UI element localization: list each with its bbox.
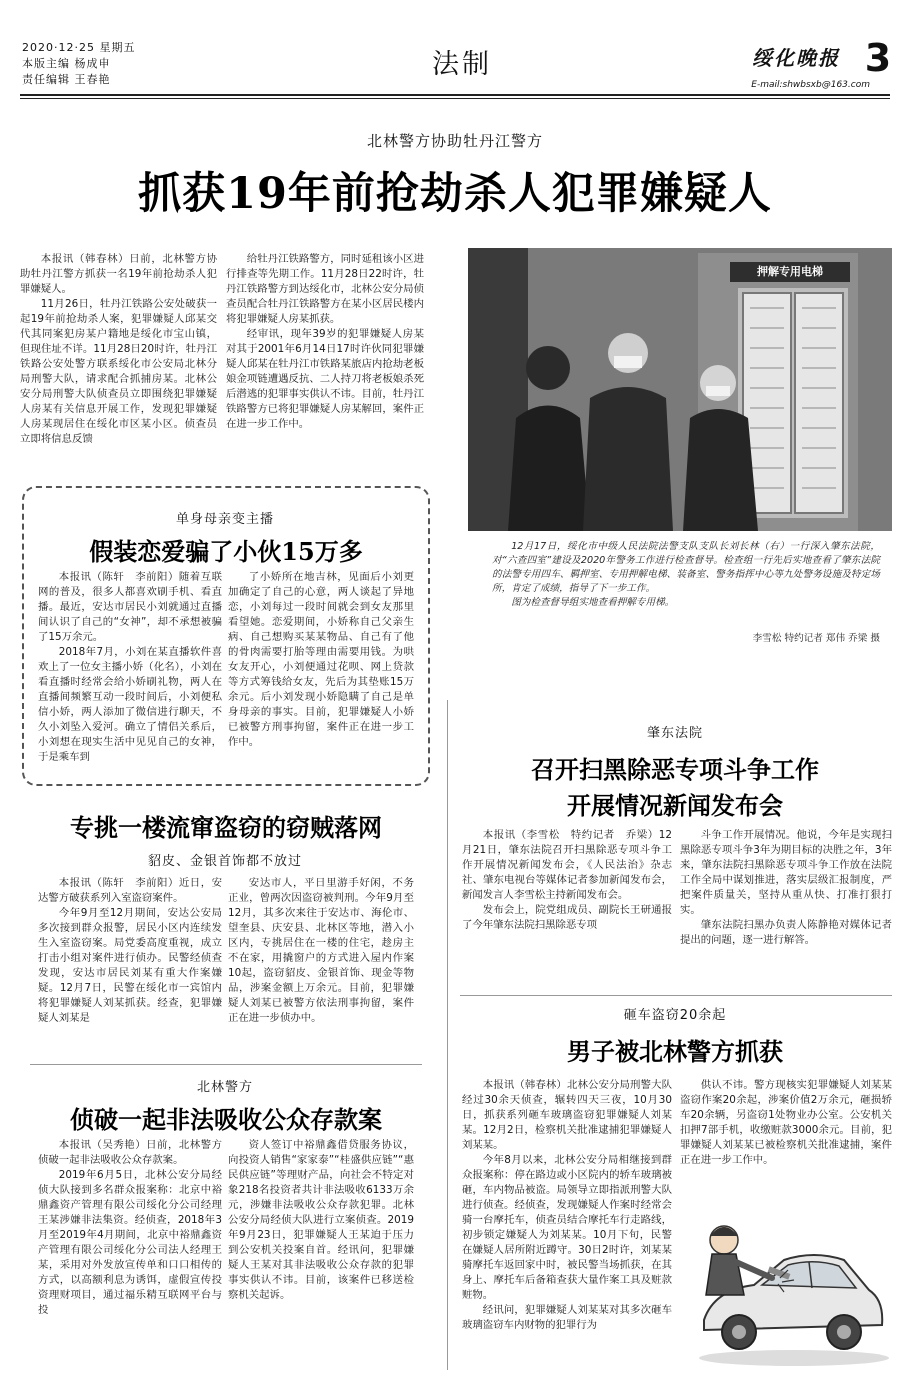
box-column-2	[228, 570, 414, 780]
car-column-2	[680, 1078, 892, 1198]
paragraph: 本报讯（韩春林）北林公安分局刑警大队经过30余天侦查，辗转四天三夜，10月30日，抓获系列砸车玻璃盗窃犯罪嫌疑人刘某某。12月2日，检察机关批准逮捕犯罪嫌疑人刘某某。	[462, 1079, 672, 1151]
car-thief-illustration	[684, 1200, 892, 1370]
news-photo	[468, 248, 892, 531]
paragraph: 资人签订中裕鼎鑫借贷服务协议，向投资人销售“家家泰”“桂盛供应链”“惠民供应链”等理财产品，向社会不特定对象218名投资者共计非法吸收6133万余元，涉嫌非法吸收公众存款犯罪。北林公安分局经侦大队进行立案侦查。2019年9月23日，犯罪嫌疑人王某迫于压力到公安机关投案自首。经讯问，犯罪嫌疑人王某对其非法吸收公众存款的犯罪事实供认不讳。目前，该案件已移送检察机关起诉。	[228, 1139, 414, 1301]
lead-headline: 抓获19年前抢劫杀人犯罪嫌疑人	[138, 169, 772, 219]
fund-column-1	[38, 1138, 222, 1360]
paragraph: 发布会上，院党组成员、副院长王研通报了今年肇东法院扫黑除恶专项	[462, 904, 672, 931]
paragraph: 斗争工作开展情况。他说，今年是实现扫黑除恶专项斗争3年为期目标的决胜之年，3年来，肇东法院扫黑除恶专项斗争工作放在法院工作全局中谋划推进，落实层级汇报制度，严把案件质量关，坚持从重从快、打准打狠打实。	[680, 829, 892, 916]
lead-column-2	[226, 252, 424, 474]
paragraph: 供认不讳。警方现核实犯罪嫌疑人刘某某盗窃作案20余起，涉案价值2万余元，砸损轿车20余辆，另盗窃1处物业办公室。公安机关扣押7部手机，收缴赃款3000余元。目前，犯罪嫌疑人刘某某已被检察机关批准逮捕，案件正在进一步工作中。	[680, 1079, 892, 1166]
court-headline-line-2: 开展情况新闻发布会	[567, 791, 783, 820]
photo-caption	[492, 540, 880, 628]
paragraph: 安达市人，平日里游手好闲，不务正业，曾两次因盗窃被判刑。今年9月至12月，其多次来往于安达市、海伦市、望奎县、庆安县、北林区等地，潜入小区内，专挑居住在一楼的住宅，趁房主不在家，用撬窗户的方式进入屋内作案10起，盗窃貂皮、金银首饰、现金等物品，涉案金额上万余元。目前，犯罪嫌疑人刘某已被警方依法刑事拘留，案件正在进一步侦办中。	[228, 877, 414, 1024]
paragraph: 今年9月至12月期间，安达公安局多次接到群众报警，居民小区内连续发生入室盗窃案。局党委高度重视，成立打击小组对案件进行侦办。民警经侦查发现，安达市居民刘某有重大作案嫌疑。12月7日，民警在绥化市一宾馆内将犯罪嫌疑人刘某抓获。经查，犯罪嫌疑人刘某是	[38, 907, 222, 1024]
header-rule	[20, 94, 890, 96]
photo-credit: 李雪松 特约记者 郑伟 乔梁 摄	[752, 633, 880, 644]
lead-column-1	[20, 252, 217, 474]
column-divider	[447, 700, 448, 1370]
chief-editor: 本版主编 杨成申	[22, 57, 111, 70]
paragraph: 给牡丹江铁路警方，同时延租该小区进行排查等先期工作。11月28日22时许，牡丹江铁路警方到达绥化市，北林公安分局侦查员配合牡丹江铁路警方在某小区居民楼内将犯罪嫌疑人房某抓获。	[226, 253, 424, 325]
paragraph: 本报讯（李雪松 特约记者 乔梁）12月21日，肇东法院召开扫黑除恶专项斗争工作开展情况新闻发布会，《人民法治》杂志社、肇东电视台等媒体记者参加新闻发布会，新闻发言人李雪松主持新闻发布会。	[462, 829, 672, 901]
car-thief-icon	[684, 1200, 892, 1370]
section-title: 法制	[432, 49, 492, 80]
court-column-1	[462, 828, 672, 958]
paragraph: 经讯问，犯罪嫌疑人刘某某对其多次砸车玻璃盗窃车内财物的犯罪行为	[462, 1304, 672, 1331]
box-headline: 假装恋爱骗了小伙15万多	[89, 537, 363, 566]
caption-subtext: 图为检查督导组实地查看押解专用梯。	[511, 597, 675, 608]
issue-date: 2020·12·25 星期五	[22, 41, 136, 54]
duty-editor: 责任编辑 王春艳	[22, 73, 111, 86]
paragraph: 经审讯，现年39岁的犯罪嫌疑人房某对其于2001年6月14日17时许伙同犯罪嫌疑人邱某在牡丹江市铁路某旅店内抢劫老板娘金项链遭遇反抗、二人持刀将老板娘杀死后潜逃的犯罪事实供认不讳。目前，牡丹江铁路警方已将犯罪嫌疑人房某解回，案件正在进一步工作中。	[226, 328, 424, 430]
paragraph: 2018年7月，小刘在某直播软件喜欢上了一位女主播小娇（化名），小刘在看直播时经常会给小娇刷礼物，两人在直播间频繁互动一段时间后，小刘便私信小娇，两人添加了微信进行聊天，不久小刘坠入爱河。确立了情侣关系后，小刘想在现实生活中见见自己的女神，于是乘车到	[38, 646, 222, 763]
page-number: 3	[864, 36, 892, 80]
photo-illustration	[468, 248, 892, 531]
paragraph: 本报讯（韩春林）日前，北林警方协助牡丹江警方抓获一名19年前抢劫杀人犯罪嫌疑人。	[20, 253, 217, 295]
court-headline-line-1: 召开扫黑除恶专项斗争工作	[531, 755, 819, 784]
story-divider	[460, 995, 892, 996]
fund-column-2	[228, 1138, 414, 1360]
paragraph: 今年8月以来，北林公安分局相继接到群众报案称：停在路边或小区院内的轿车玻璃被砸，车内物品被盗。局领导立即指派刑警大队进行侦查。经侦查，发现嫌疑人作案时经常会骑一台摩托车，侦查员结合摩托车行走路线，初步锁定嫌疑人为刘某某。10月下旬，民警在嫌疑人居所附近蹲守。30日2时许，刘某某骑摩托车返回家中时，被民警当场抓获，在其身上、摩托车后备箱查获大量作案工具及赃款赃物。	[462, 1154, 672, 1301]
paragraph: 本报讯（陈轩 李前阳）随着互联网的普及，很多人都喜欢刷手机、看直播。最近，安达市居民小刘就通过直播间认识了自己的“女神”，却不承想被骗了15万余元。	[38, 571, 222, 643]
car-kicker: 砸车盗窃20余起	[623, 1008, 727, 1023]
fund-kicker: 北林警方	[196, 1080, 253, 1095]
paragraph: 11月26日，牡丹江铁路公安处破获一起19年前抢劫杀人案，犯罪嫌疑人邱某交代其同案犯房某户籍地是绥化市宝山镇，但现住址不详。11月28日20时许，牡丹江铁路公安处警方联系绥化市公安局北林分局刑警大队，请求配合抓捕房某。北林公安分局刑警大队侦查员立即围绕犯罪嫌疑人房某有关信息开展工作，发现犯罪嫌疑人房某现居住在绥化市区某小区。侦查员立即将信息反馈	[20, 298, 217, 445]
header-rule-thin	[20, 98, 890, 99]
box-column-1	[38, 570, 222, 780]
paragraph: 2019年6月5日，北林公安分局经侦大队接到多名群众报案称：北京中裕鼎鑫资产管理有限公司绥化分公司经理王某涉嫌非法集资。经侦查，2018年3月至2019年4月期间，北京中裕鼎鑫资产管理有限公司绥化分公司法人经理王某，采用对外发放宣传单和口口相传的方式，以高额利息为诱饵，虚假宣传投资理财项目，通过福乐精互联网平台与投	[38, 1169, 222, 1316]
paragraph: 本报讯（陈轩 李前阳）近日，安达警方破获系列入室盗窃案件。	[38, 877, 222, 904]
fund-headline: 侦破一起非法吸收公众存款案	[70, 1105, 382, 1134]
lead-kicker: 北林警方协助牡丹江警方	[366, 132, 543, 150]
caption-text: 12月17日，绥化市中级人民法院法警支队支队长刘长林（右）一行深入肇东法院，对“六查四室”建设及2020年警务工作进行检查督导。检查组一行先后实地查看了肇东法院的法警专用四车、羁押室、专用押解电梯、装备室、警务指挥中心等九处警务设施及特定场所，肯定了成绩，指导了下一步工作。	[492, 541, 880, 594]
theft-column-1	[38, 876, 222, 1051]
theft-column-2	[228, 876, 414, 1051]
paragraph: 了小娇所在地吉林，见面后小刘更加确定了自己的心意，两人谈起了异地恋，小刘每过一段时间就会到女友那里看望她。恋爱期间，小娇称自己父亲生病、自己想购买某某物品、自己有了他的骨肉需要打胎等理由需要用钱。为哄女友开心，小刘便通过花呗、网上贷款等方式筹钱给女友，先后为其垫账15万余元。后小刘发现小娇隐瞒了自己是单身母亲的事实。目前，犯罪嫌疑人小娇已被警方刑事拘留，案件正在进一步工作中。	[228, 571, 414, 748]
court-kicker: 肇东法院	[646, 726, 703, 741]
paragraph: 肇东法院扫黑办负责人陈静艳对媒体记者提出的问题，逐一进行解答。	[680, 919, 892, 946]
elevator-sign: 押解专用电梯	[757, 265, 823, 278]
email-address: E-mail:shwbsxb@163.com	[751, 80, 870, 90]
theft-headline: 专挑一楼流窜盗窃的窃贼落网	[70, 813, 382, 842]
car-column-1	[462, 1078, 672, 1370]
masthead-logo: 绥化晚报	[752, 46, 840, 70]
box-kicker: 单身母亲变主播	[175, 512, 274, 527]
court-column-2	[680, 828, 892, 958]
theft-subheadline: 貂皮、金银首饰都不放过	[147, 854, 302, 869]
story-divider	[30, 1064, 422, 1065]
paragraph: 本报讯（吴秀艳）日前，北林警方侦破一起非法吸收公众存款案。	[38, 1139, 222, 1166]
car-headline: 男子被北林警方抓获	[567, 1037, 783, 1066]
